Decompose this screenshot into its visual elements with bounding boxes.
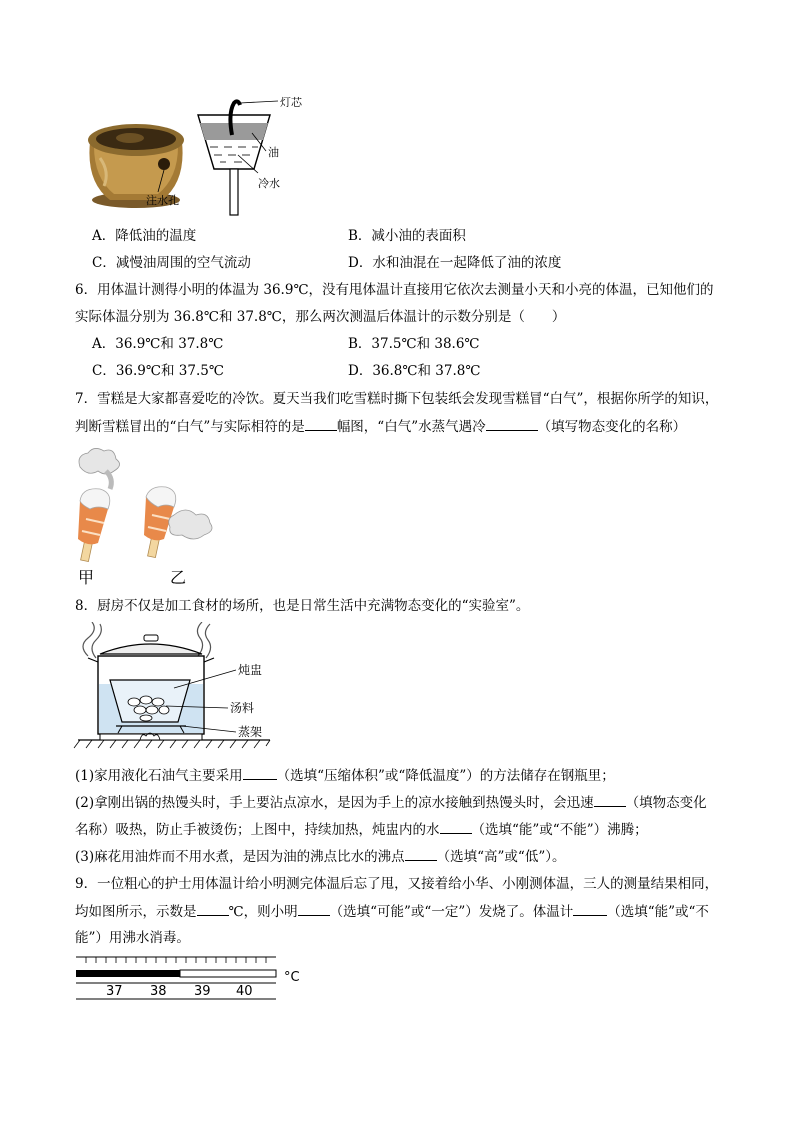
figure-label-jia: 甲 [78,568,95,587]
steaming-pot-figure [70,622,280,756]
q9-text-d: （选填“能”或“不 [607,904,709,920]
q8-sub3-text-b: （选填“高”或“低”）。 [436,849,566,865]
q7-text-a: 判断雪糕冒出的“白气”与实际相符的是 [75,419,305,435]
answer-blank[interactable] [405,847,437,861]
answer-blank[interactable] [298,902,330,916]
q8-intro: 8．厨房不仅是加工食材的场所，也是日常生活中充满物态变化的“实验室”。 [75,598,530,614]
stew-pot-label: 炖盅 [238,663,263,677]
q8-sub1-text-b: （选填“压缩体积”或“降低温度”）的方法储存在钢瓶里； [276,768,615,784]
q8-sub2-text-d: （选填“能”或“不能”）沸腾； [471,822,648,838]
answer-blank[interactable] [573,902,607,916]
q6-stem-line1: 6．用体温计测得小明的体温为 36.9℃，没有甩体温计直接用它依次去测量小天和小亮的体温，已知他们的 [75,282,714,298]
oil-lamp-photo [80,112,192,212]
q9-text-a: 均如图所示，示数是 [75,904,197,920]
q9-text-b: ℃，则小明 [228,904,298,920]
q8-sub3-text-a: (3)麻花用油炸而不用水煮，是因为油的沸点比水的沸点 [75,849,405,865]
q7-stem-line1: 7．雪糕是大家都喜爱吃的冷饮。夏天当我们吃雪糕时撕下包装纸会发现雪糕冒“白气”，根据你所学的知识， [75,391,719,407]
q8-sub1-text-a: (1)家用液化石油气主要采用 [75,768,243,784]
answer-blank[interactable] [486,417,538,431]
q8-sub2-text-c: 名称）吸热，防止手被烫伤；上图中，持续加热，炖盅内的水 [75,822,440,838]
q9-stem-line3: 能”）用沸水消毒。 [75,930,190,946]
hole-label: 注水孔 [146,194,179,207]
q5-option-a: A．降低油的温度 [92,228,197,244]
q6-option-a: A．36.9℃和 37.8℃ [92,336,224,352]
q5-option-c: C．减慢油周围的空气流动 [92,255,251,271]
q6-option-d: D．36.8℃和 37.8℃ [348,363,481,379]
answer-blank[interactable] [305,417,337,431]
answer-blank[interactable] [243,766,277,780]
q9-text-c: （选填“可能”或“一定”）发烧了。体温计 [329,904,574,920]
q7-stem-line2 [75,417,686,436]
q8-sub1 [75,766,615,785]
tick-label-39: 39 [194,984,211,999]
soup-label: 汤料 [230,701,255,715]
answer-blank[interactable] [197,902,229,916]
answer-blank[interactable] [594,793,626,807]
oil-label: 油 [268,146,279,159]
q6-stem-line2: 实际体温分别为 36.8℃和 37.8℃，那么两次测温后体温计的示数分别是（ ） [75,309,566,325]
q9-stem-line2 [75,902,709,921]
tick-label-37: 37 [106,984,123,999]
q8-sub2-line1 [75,793,707,812]
answer-blank[interactable] [440,820,472,834]
q9-stem-line1: 9．一位粗心的护士用体温计给小明测完体温后忘了甩，又接着给小华、小刚测体温，三人的测量结果相同， [75,876,719,892]
q8-sub2-text-b: （填物态变化 [625,795,707,811]
steamer-label: 蒸架 [238,725,263,739]
q8-sub3 [75,847,565,866]
tick-label-40: 40 [236,984,253,999]
thermometer-scale [72,955,312,1003]
tick-label-38: 38 [150,984,167,999]
unit-label: °C [284,970,300,985]
figure-label-yi: 乙 [170,568,187,587]
q8-sub2-text-a: (2)拿刚出锅的热馒头时，手上要沾点凉水，是因为手上的凉水接触到热馒头时，会迅速 [75,795,594,811]
q7-text-b: 幅图，“白气”水蒸气遇冷 [336,419,486,435]
wick-label: 灯芯 [280,96,302,109]
q5-option-d: D．水和油混在一起降低了油的浓度 [348,255,562,271]
water-label: 冷水 [258,177,280,190]
q7-text-c: （填写物态变化的名称） [537,419,687,435]
oil-lamp-diagram [192,95,312,217]
q8-sub2-line2 [75,820,648,839]
q6-option-b: B．37.5℃和 38.6℃ [348,336,480,352]
q6-option-c: C．36.9℃和 37.5℃ [92,363,224,379]
popsicle-figure [70,445,220,587]
q5-option-b: B．减小油的表面积 [348,228,466,244]
